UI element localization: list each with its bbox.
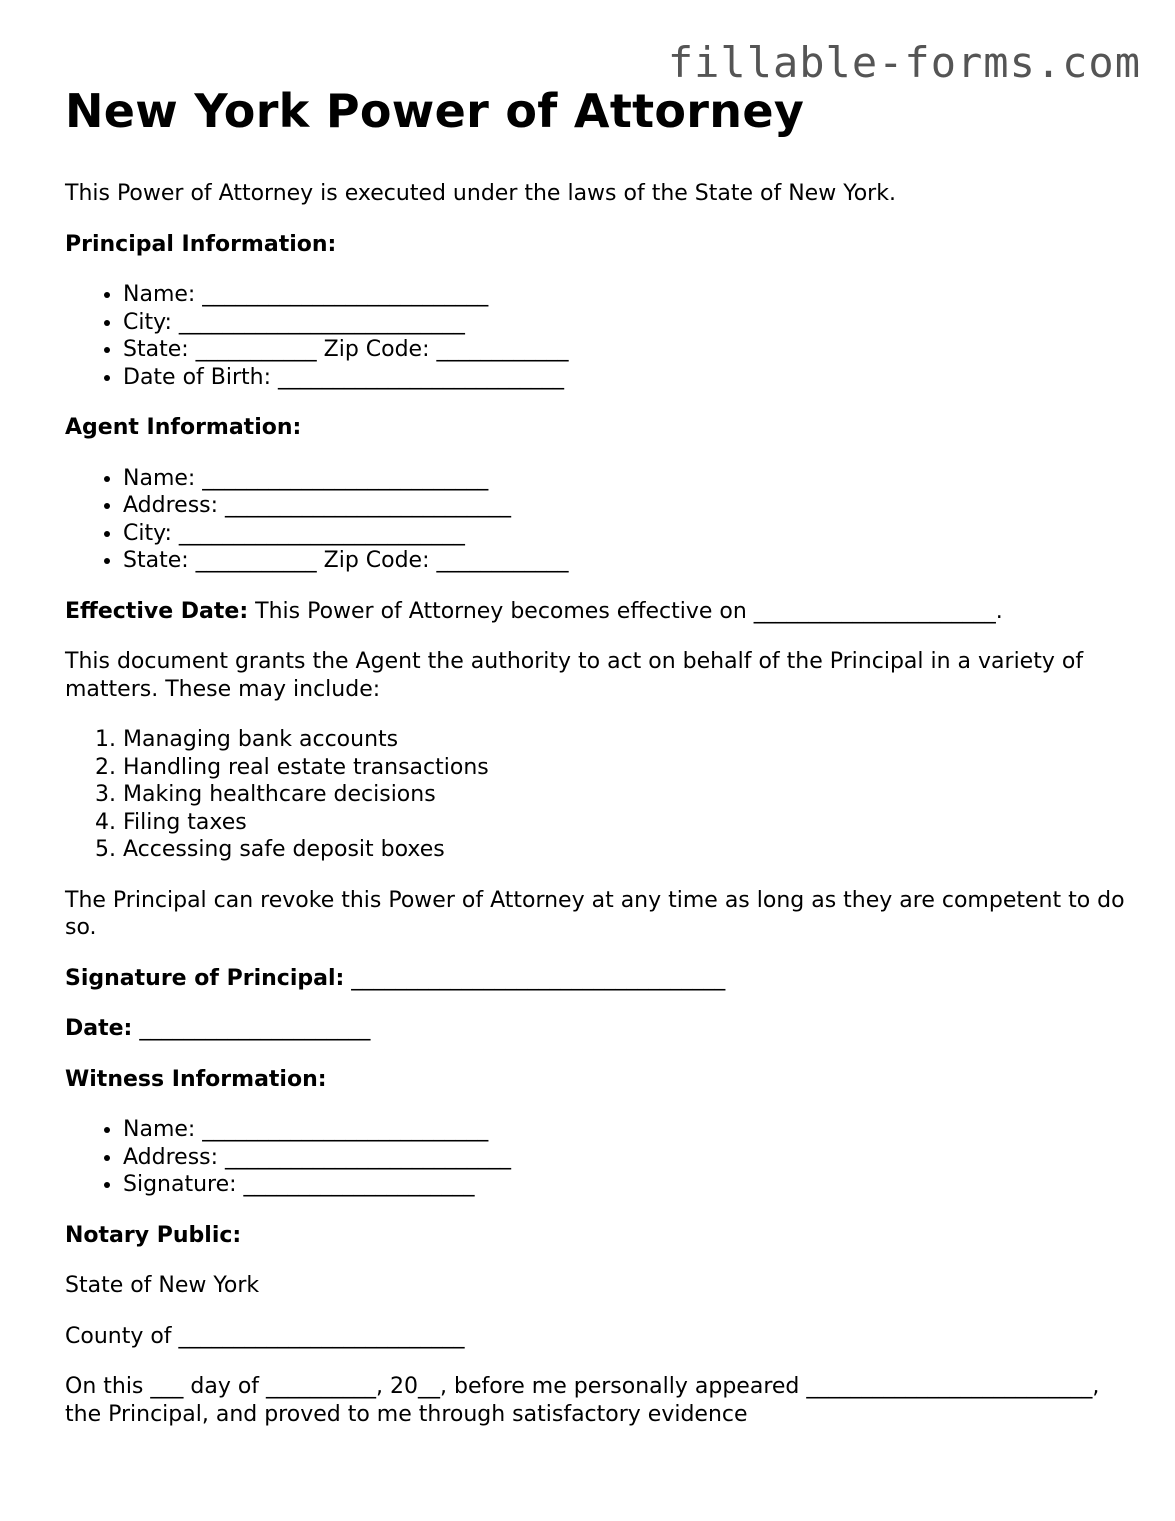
principal-city-field[interactable]: • City: __________________________ bbox=[123, 309, 1125, 337]
matter-item: 5. Accessing safe deposit boxes bbox=[123, 836, 1125, 864]
principal-signature-label: Signature of Principal: bbox=[65, 965, 345, 991]
matter-item: 4. Filing taxes bbox=[123, 809, 1125, 837]
matter-item: 3. Making healthcare decisions bbox=[123, 781, 1125, 809]
principal-signature-line bbox=[65, 965, 1125, 993]
matters-list bbox=[65, 726, 1125, 864]
effective-date-field[interactable]: This Power of Attorney becomes effective on ______________________. bbox=[248, 598, 1003, 624]
agent-fields-list bbox=[65, 465, 1125, 575]
witness-heading: Witness Information: bbox=[65, 1066, 327, 1092]
notary-appearance-paragraph[interactable]: On this ___ day of __________, 20__, before me personally appeared __________________________, the Principal, and proved to me through satisfactory evidence bbox=[65, 1374, 1100, 1427]
principal-dob-field[interactable]: • Date of Birth: __________________________ bbox=[123, 364, 1125, 392]
date-label: Date: bbox=[65, 1016, 133, 1041]
matter-item: 1. Managing bank accounts bbox=[123, 726, 1125, 754]
grants-paragraph: This document grants the Agent the authority to act on behalf of the Principal in a variety of matters. These may include: bbox=[65, 649, 1084, 702]
document-title: New York Power of Attorney bbox=[65, 84, 805, 138]
notary-state: State of New York bbox=[65, 1273, 260, 1298]
intro-paragraph: This Power of Attorney is executed under the laws of the State of New York. bbox=[65, 181, 896, 206]
witness-name-field[interactable]: • Name: __________________________ bbox=[123, 1116, 1125, 1144]
agent-heading: Agent Information: bbox=[65, 415, 302, 440]
principal-name-field[interactable]: • Name: __________________________ bbox=[123, 281, 1125, 309]
agent-city-field[interactable]: • City: __________________________ bbox=[123, 520, 1125, 548]
witness-fields-list bbox=[65, 1116, 1125, 1199]
revoke-paragraph: The Principal can revoke this Power of Attorney at any time as long as they are competent to do so. bbox=[65, 887, 1125, 940]
principal-state-zip-field[interactable]: • State: ___________ Zip Code: ____________ bbox=[123, 336, 1125, 364]
effective-date-paragraph bbox=[65, 598, 1125, 626]
principal-fields-list bbox=[65, 281, 1125, 391]
witness-address-field[interactable]: • Address: __________________________ bbox=[123, 1144, 1125, 1172]
date-field[interactable]: _____________________ bbox=[132, 1016, 371, 1041]
agent-state-zip-field[interactable]: • State: ___________ Zip Code: ____________ bbox=[123, 547, 1125, 575]
notary-heading: Notary Public: bbox=[65, 1222, 242, 1248]
effective-date-label: Effective Date: bbox=[65, 598, 249, 624]
witness-signature-field[interactable]: • Signature: _____________________ bbox=[123, 1171, 1125, 1199]
principal-heading: Principal Information: bbox=[65, 231, 337, 257]
document-page bbox=[65, 80, 1125, 1451]
matter-item: 2. Handling real estate transactions bbox=[123, 754, 1125, 782]
site-watermark: fillable-forms.com bbox=[667, 38, 1141, 87]
notary-county-field[interactable]: County of __________________________ bbox=[65, 1323, 465, 1349]
agent-address-field[interactable]: • Address: __________________________ bbox=[123, 492, 1125, 520]
agent-name-field[interactable]: • Name: __________________________ bbox=[123, 465, 1125, 493]
date-line bbox=[65, 1015, 1125, 1043]
principal-signature-field[interactable]: __________________________________ bbox=[344, 965, 726, 991]
